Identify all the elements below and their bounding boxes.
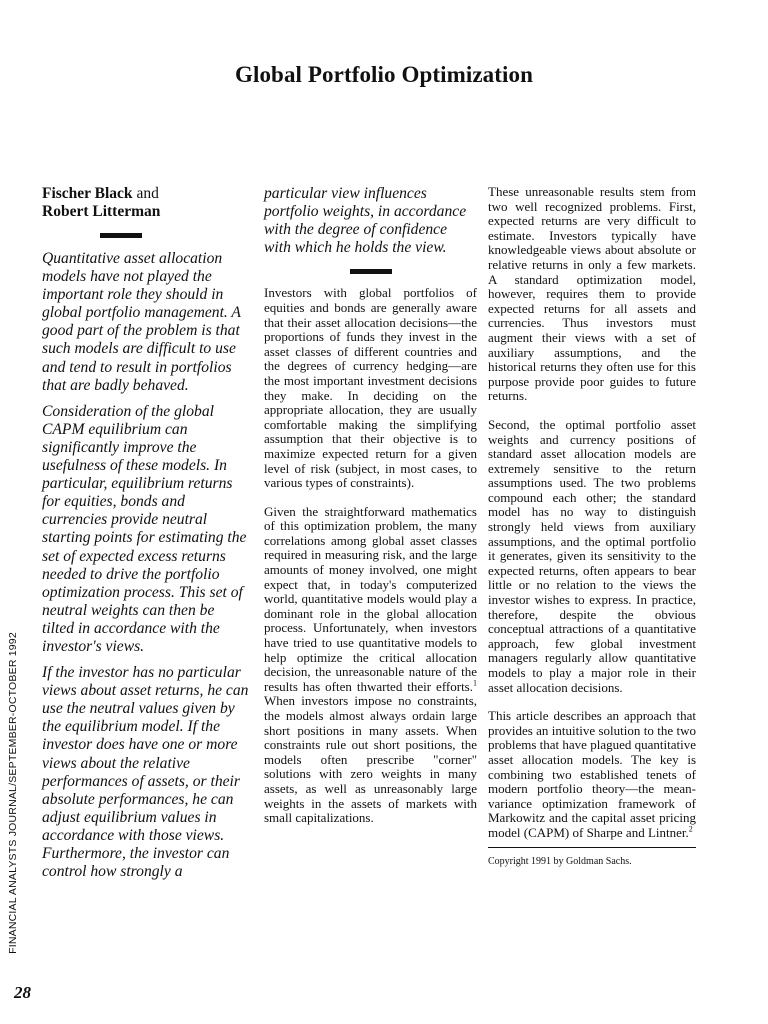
abstract-paragraph-3: If the investor has no particular views about asset returns, he can use the neutral values given by the equilibrium model. If the investor does have one or more views about the relative performances of assets, or their absolute performances, he can adjust equilibrium values in accordance with those views. Furthermore, the investor can control how strongly a: [42, 664, 249, 881]
body-paragraph-2: Given the straightforward mathematics of this optimization problem, the many correlations among global asset classes required in measuring risk, and the large amounts of money involved, one might expect that, in today's computerized world, quantitative models would play a dominant role in the global allocation process. Unfortunately, when investors have tried to use quantitative models to help optimize the critical allocation decision, the unreasonable nature of the results has often thwarted their efforts.$^1$ When investors impose no constraints, the models almost always ordain large short positions in many assets. When constraints rule out short positions, the models often prescribe "corner" solutions with zero weights in many assets, as well as unreasonably large weights in the assets of markets with small capitalizations.: [264, 503, 477, 826]
abstract-paragraph-1: Quantitative asset allocation models have not played the important role they should in global portfolio management. A good part of the problem is that such models are difficult to use and tend to result in portfolios that are badly behaved.: [42, 250, 241, 394]
footnote-rule: [488, 847, 696, 848]
authors: [42, 185, 250, 221]
author-conjunction: and: [136, 185, 159, 202]
body-text-col-2: [264, 286, 477, 825]
body-text-col-3: [488, 185, 696, 841]
author-2: Robert Litterman: [42, 203, 161, 220]
body-paragraph-1: Investors with global portfolios of equities and bonds are generally aware that their asset allocation decisions—the proportions of funds they invest in the asset classes of different countries and the degrees of currency hedging—are the most important investment decisions they make. In deciding on the appropriate allocation, they are usually comfortable making the simplifying assumption that their objective is to maximize expected return for a given level of risk (subject, in most cases, to various types of constraints).: [264, 285, 477, 491]
abstract-paragraph-4: particular view influences portfolio weights, in accordance with the degree of confidence with which he holds the view.: [264, 185, 467, 257]
body-paragraph-5: This article describes an approach that provides an intuitive solution to the two problems that have plagued quantitative asset allocation models. The key is combining two established tenets of modern portfolio theory—the mean-variance optimization framework of Markowitz and the capital asset pricing model (CAPM) of Sharpe and Lintner.$^2$: [488, 708, 696, 840]
body-paragraph-4: Second, the optimal portfolio asset weights and currency positions of standard asset allocation models are extremely sensitive to the return assumptions used. The two problems compound each other; the standard model has no way to distinguish strongly held views from auxiliary assumptions, and the optimal portfolio it generates, given its sensitivity to the expected returns, often appears to bear little or no relation to the views the investor wishes to express. In practice, therefore, despite the obvious conceptual attractions of a quantitative approach, few global investment managers regularly allow quantitative models to play a major role in their asset allocation decisions.: [488, 416, 696, 695]
article-title: Global Portfolio Optimization: [234, 62, 534, 87]
journal-running-head: FINANCIAL ANALYSTS JOURNAL/SEPTEMBER-OCTOBER 1992: [7, 632, 19, 954]
author-1: Fischer Black: [42, 185, 133, 202]
footnote-ref-1: 1: [473, 678, 477, 688]
page-number: 28: [14, 983, 31, 1002]
footnote-ref-2: 2: [688, 824, 693, 834]
column-2: [264, 185, 477, 840]
column-3: [488, 185, 696, 868]
abstract-paragraph-2: Consideration of the global CAPM equilibrium can significantly improve the usefulness of these models. In particular, equilibrium returns for equities, bonds and currencies provide neutral starting points for estimating the set of expected excess returns needed to drive the portfolio optimization process. This set of neutral weights can then be tilted in accordance with the investor's views.: [42, 402, 247, 655]
author-divider: [100, 233, 142, 238]
abstract-divider: [350, 269, 392, 274]
column-1: [42, 185, 250, 889]
body-paragraph-3: These unreasonable results stem from two well recognized problems. First, expected returns are very difficult to estimate. Investors typically have knowledgeable views about absolute or relative returns in only a few markets. A standard optimization model, however, requires them to provide expected returns for all assets and currencies. Thus investors must augment their views with a set of auxiliary assumptions, and the historical returns they often use for this purpose provide poor guides to future returns.: [488, 184, 696, 404]
copyright-notice: Copyright 1991 by Goldman Sachs.: [488, 855, 632, 867]
